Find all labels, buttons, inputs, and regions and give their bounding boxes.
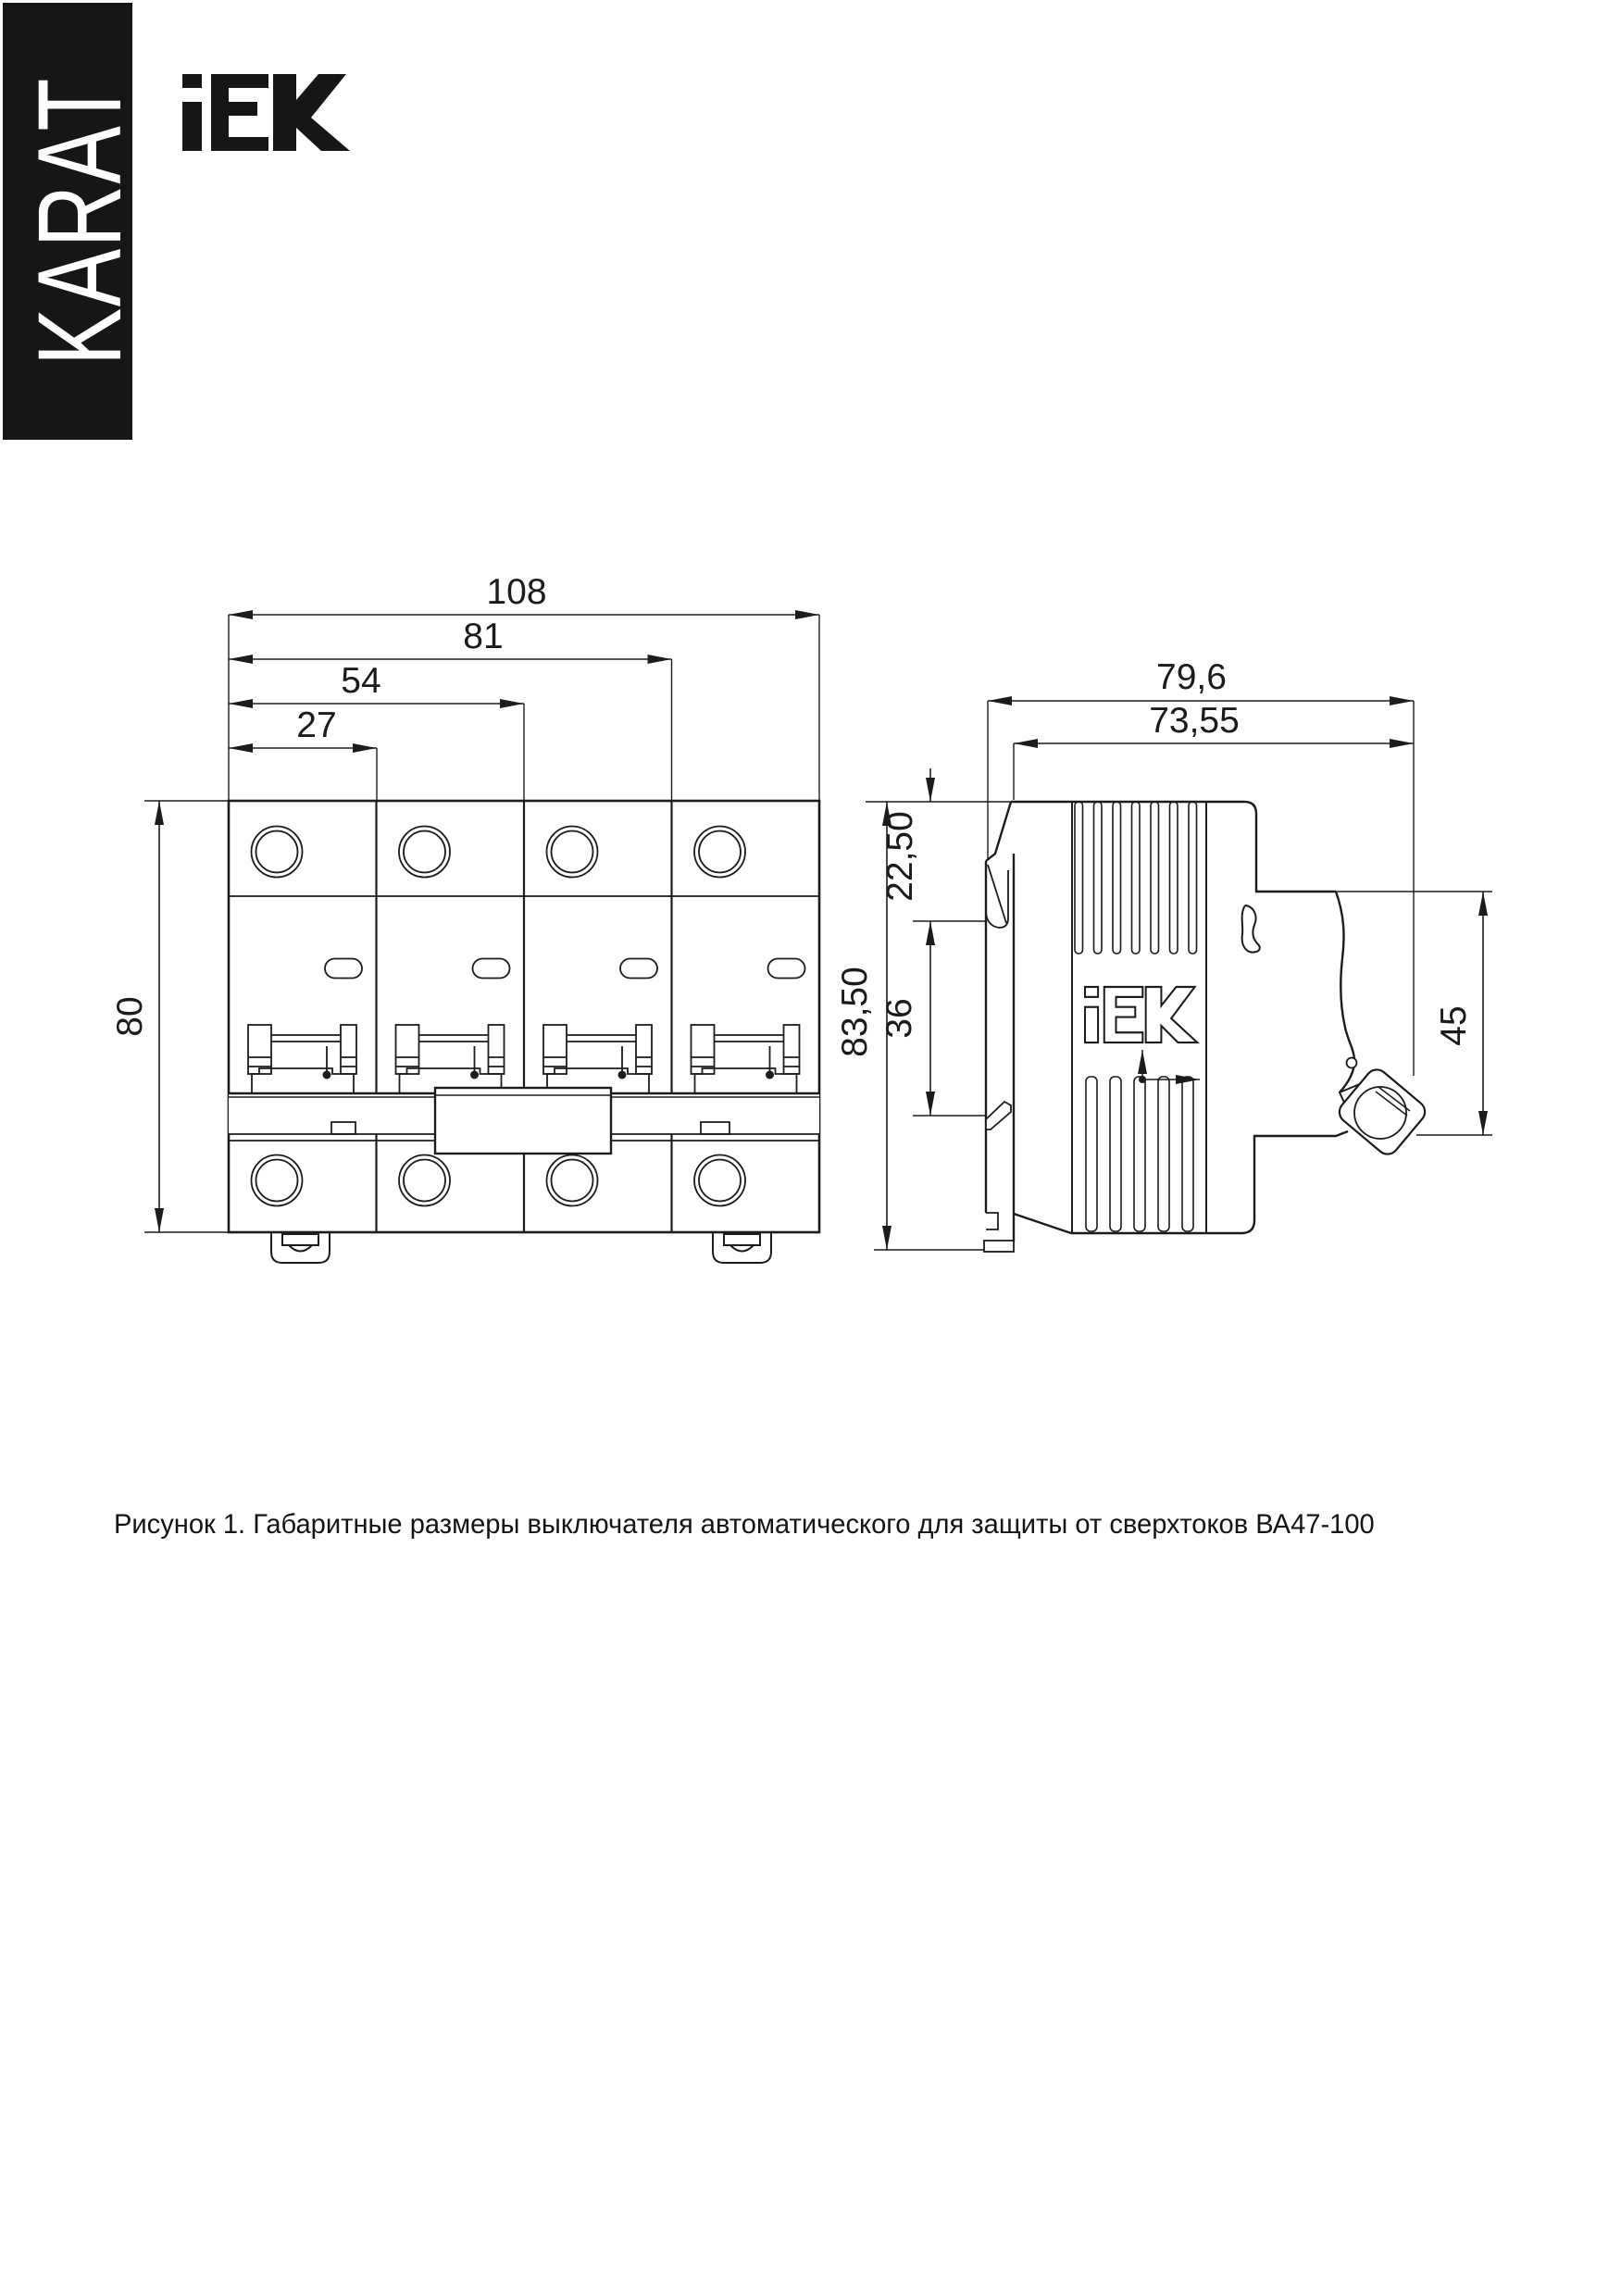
- vent-slots-lower: [1086, 1077, 1193, 1231]
- dim-label: 22,50: [880, 811, 920, 902]
- dim-top-to-din-rail: [880, 768, 930, 902]
- dim-body-height: [110, 801, 159, 1232]
- side-extension-lines: [866, 701, 1492, 1250]
- dim-width-3-poles: [229, 617, 672, 659]
- dim-label: 36: [879, 998, 919, 1039]
- vent-panel: [1072, 802, 1206, 1233]
- din-rail-details: [984, 865, 1014, 1252]
- din-clip: [713, 1232, 771, 1263]
- dim-label: 81: [463, 617, 504, 656]
- dim-label: 73,55: [1149, 701, 1240, 741]
- vent-slots-upper: [1075, 802, 1197, 954]
- dim-front-height: [1434, 892, 1483, 1135]
- iek-logo-embossed-icon: [1085, 987, 1197, 1042]
- dim-label: 45: [1434, 1005, 1474, 1046]
- dim-label: 79,6: [1156, 657, 1227, 697]
- crossbar-handle-plate: [435, 1088, 611, 1154]
- dim-total-depth: [988, 657, 1414, 701]
- iek-logo-icon: [182, 74, 350, 151]
- din-clip: [271, 1232, 330, 1263]
- dim-label: 83,50: [835, 967, 875, 1057]
- dim-label: 80: [110, 996, 150, 1037]
- label-position-arrows: [1139, 1050, 1200, 1083]
- dim-total-width: [229, 572, 819, 615]
- front-view: [110, 572, 819, 1263]
- dim-label: 108: [486, 572, 547, 612]
- dim-width-2-poles: [229, 661, 524, 704]
- dim-body-depth: [1014, 701, 1414, 743]
- handle-pivot: [1347, 1058, 1357, 1068]
- dim-label: 54: [341, 661, 381, 701]
- figure-caption: Рисунок 1. Габаритные размеры выключателя автоматического для защиты от сверхтоков ВА47-100: [114, 1509, 1375, 1540]
- karat-wordmark: KARAT: [14, 77, 146, 366]
- dim-width-1-pole: [229, 705, 377, 748]
- side-view: [835, 657, 1492, 1252]
- grip-crescent: [1242, 905, 1260, 953]
- dim-label: 27: [296, 705, 337, 745]
